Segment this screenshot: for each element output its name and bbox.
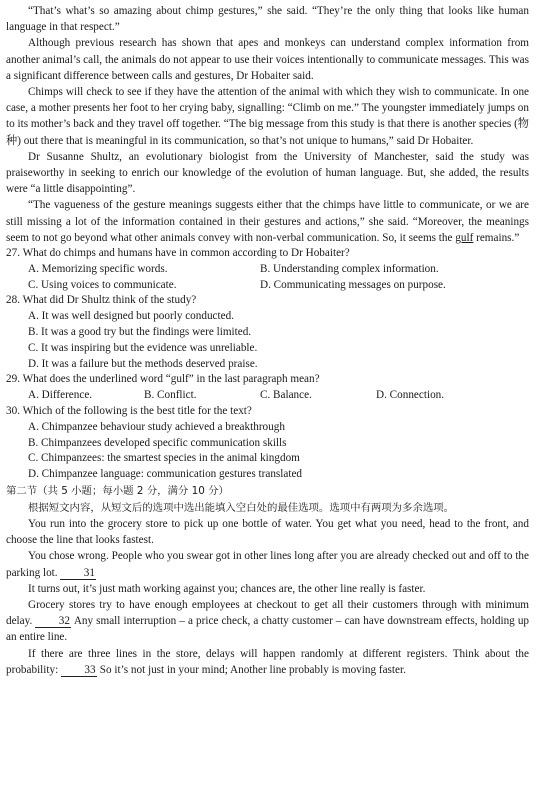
passage-paragraph-1: “That’s what’s so amazing about chimp gestures,” she said. “They’re the only thing that looks like human language in that respect.” xyxy=(6,5,529,34)
paragraph-text: You chose wrong. People who you swear got in other lines long after you are already checked out and off to the parking lot. xyxy=(6,550,529,579)
underlined-word-gulf: gulf xyxy=(455,231,474,244)
blank-32[interactable]: 32 xyxy=(35,615,71,628)
question-27-option-c[interactable]: C. Using voices to communicate. xyxy=(28,278,177,291)
exam-page xyxy=(6,3,529,678)
passage2-paragraph-4 xyxy=(6,597,529,646)
question-27-stem: 27. What do chimps and humans have in common according to Dr Hobaiter? xyxy=(6,247,350,260)
paragraph-text: So it’s not just in your mind; Another line probably is moving faster. xyxy=(97,663,406,676)
question-29-options-row xyxy=(6,388,529,404)
question-29-option-a[interactable]: A. Difference. xyxy=(28,389,93,402)
question-28-option-a[interactable]: A. It was well designed but poorly conducted. xyxy=(28,310,234,323)
question-27-option-b[interactable]: B. Understanding complex information. xyxy=(260,262,439,275)
passage-paragraph-2: Although previous research has shown that apes and monkeys can understand complex information from another animal’s call, the animals do not appear to use their voices intentionally to communicate messages. This was a significant difference between calls and gestures, Dr Hobaiter said. xyxy=(6,37,529,82)
question-30-option-a[interactable]: A. Chimpanzee behaviour study achieved a breakthrough xyxy=(28,420,285,433)
passage-paragraph-3: Chimps will check to see if they have the attention of the animal with which they wish to communicate. In one case, a mother presents her foot to her crying baby, signalling: “Climb on me.” The youngster immediately jumps on to its mother’s back and they travel off together. “The big message from this study is that there is another species (物种) out there that is meaningful in its communication, so that’s not unique to humans,” said Dr Hobaiter. xyxy=(6,86,529,147)
question-27-option-a[interactable]: A. Memorizing specific words. xyxy=(28,262,168,275)
blank-31[interactable]: 31 xyxy=(60,567,96,580)
question-29-option-d[interactable]: D. Connection. xyxy=(376,389,445,402)
passage2-paragraph-1: You run into the grocery store to pick up one bottle of water. You get what you need, head to the front, and choose the line that looks fastest. xyxy=(6,518,529,547)
question-28-option-d[interactable]: D. It was a failure but the methods deserved praise. xyxy=(28,357,258,370)
paragraph-text: “The vagueness of the gesture meanings suggests either that the chimps have little to communicate, or we are still missing a lot of the information contained in their gestures and actions,” she said. “Moreover, the meanings seem to not go beyond what other animals convey with non-verbal communication. So, it seems the xyxy=(6,199,529,244)
question-28-option-b[interactable]: B. It was a good try but the findings were limited. xyxy=(28,326,252,339)
question-30-option-c[interactable]: C. Chimpanzees: the smartest species in the animal kingdom xyxy=(28,452,300,465)
question-30-option-b[interactable]: B. Chimpanzees developed specific communication skills xyxy=(28,436,287,449)
question-29-option-c[interactable]: C. Balance. xyxy=(260,389,312,402)
question-30-stem: 30. Which of the following is the best title for the text? xyxy=(6,405,252,418)
paragraph-text: remains.” xyxy=(473,231,520,244)
question-29-stem: 29. What does the underlined word “gulf” in the last paragraph mean? xyxy=(6,373,320,386)
question-29-option-b[interactable]: B. Conflict. xyxy=(144,389,197,402)
question-30-option-d[interactable]: D. Chimpanzee language: communication gestures translated xyxy=(28,468,303,481)
question-27-options-row-2 xyxy=(6,278,529,294)
paragraph-text: If there are three lines in the store, delays will happen randomly at different registers. Think about the probability: xyxy=(6,647,529,676)
passage-paragraph-4: Dr Susanne Shultz, an evolutionary biologist from the University of Manchester, said the study was praiseworthy in seeking to enrich our knowledge of the evolution of human language. But, she added, the results were “a little disappointing”. xyxy=(6,150,529,196)
question-28-option-c[interactable]: C. It was inspiring but the evidence was unreliable. xyxy=(28,341,258,354)
blank-33[interactable]: 33 xyxy=(61,664,97,677)
question-27-option-d[interactable]: D. Communicating messages on purpose. xyxy=(260,278,446,291)
passage-paragraph-5 xyxy=(6,197,529,246)
paragraph-text: Any small interruption – a price check, a chatty customer – can have downstream effects, holding up an entire line. xyxy=(6,615,530,644)
question-28-stem: 28. What did Dr Shultz think of the study? xyxy=(6,294,197,307)
question-27-options-row-1 xyxy=(6,262,529,278)
section-heading: 第二节（共 5 小题；每小题 2 分，满分 10 分） xyxy=(6,485,229,497)
passage2-paragraph-5 xyxy=(6,646,529,678)
paragraph-text: Grocery stores try to have enough employees at checkout to get all their customers through with minimum delay. xyxy=(6,599,529,628)
section-instruction: 根据短文内容，从短文后的选项中选出能填入空白处的最佳选项。选项中有两项为多余选项。 xyxy=(28,501,455,514)
passage2-paragraph-3: It turns out, it’s just math working against you; chances are, the other line really is faster. xyxy=(28,582,426,595)
passage2-paragraph-2 xyxy=(6,548,529,580)
